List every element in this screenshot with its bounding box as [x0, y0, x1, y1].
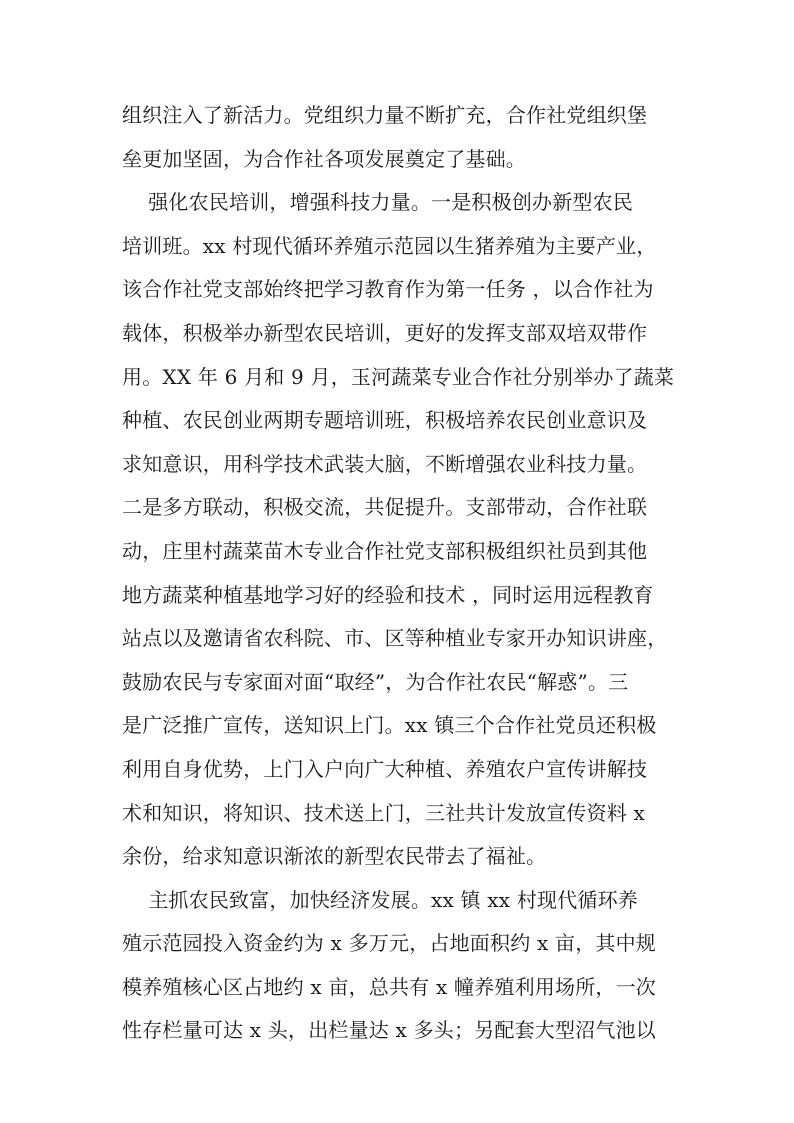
text-line: 垒更加坚固，为合作社各项发展奠定了基础。: [122, 146, 526, 171]
text-line: 术和知识，将知识、技术送上门，三社共计发放宣传资料 x: [122, 800, 646, 825]
text-line: 组织注入了新活力。党组织力量不断扩充，合作社党组织堡: [122, 103, 648, 127]
text-line: 主抓农民致富，加快经济发展。xx 镇 xx 村现代循环养: [122, 887, 639, 912]
text-line: 强化农民培训，增强科技力量。一是积极创办新型农民: [122, 190, 634, 215]
text-line: 利用自身优势，上门入户向广大种植、养殖农户宣传讲解技: [122, 756, 648, 781]
text-line: 是广泛推广宣传，送知识上门。xx 镇三个合作社党员还积极: [122, 713, 657, 738]
text-line: 求知意识，用科学技术武装大脑，不断增强农业科技力量。: [122, 451, 648, 476]
text-line: 二是多方联动，积极交流，共促提升。支部带动，合作社联: [122, 495, 648, 520]
text-line: 地方蔬菜种植基地学习好的经验和技术 ，同时运用远程教育: [122, 582, 654, 607]
text-line: 殖示范园投入资金约为 x 多万元，占地面积约 x 亩，其中规: [122, 931, 656, 956]
text-line: 载体，积极举办新型农民培训，更好的发挥支部双培双带作: [122, 320, 648, 345]
body-text: [122, 94, 682, 1053]
text-line: 模养殖核心区占地约 x 亩，总共有 x 幢养殖利用场所，一次: [122, 974, 656, 999]
text-line: 性存栏量可达 x 头，出栏量达 x 多头；另配套大型沼气池以: [122, 1018, 656, 1043]
text-line: 动，庄里村蔬菜苗木专业合作社党支部积极组织社员到其他: [122, 538, 648, 563]
text-line: 该合作社党支部始终把学习教育作为第一任务 ，以合作社为: [122, 277, 654, 302]
text-line: 种植、农民创业两期专题培训班，积极培养农民创业意识及: [122, 408, 648, 433]
text-line: 余份，给求知意识渐浓的新型农民带去了福祉。: [122, 844, 547, 869]
text-line: 用。XX 年 6 月和 9 月，玉河蔬菜专业合作社分别举办了蔬菜: [122, 364, 675, 389]
text-line: 培训班。xx 村现代循环养殖示范园以生猪养殖为主要产业，: [122, 233, 657, 258]
text-line: 站点以及邀请省农科院、市、区等种植业专家开办知识讲座，: [122, 626, 668, 651]
text-line: 鼓励农民与专家面对面“取经”，为合作社农民“解惑”。三: [122, 669, 629, 694]
